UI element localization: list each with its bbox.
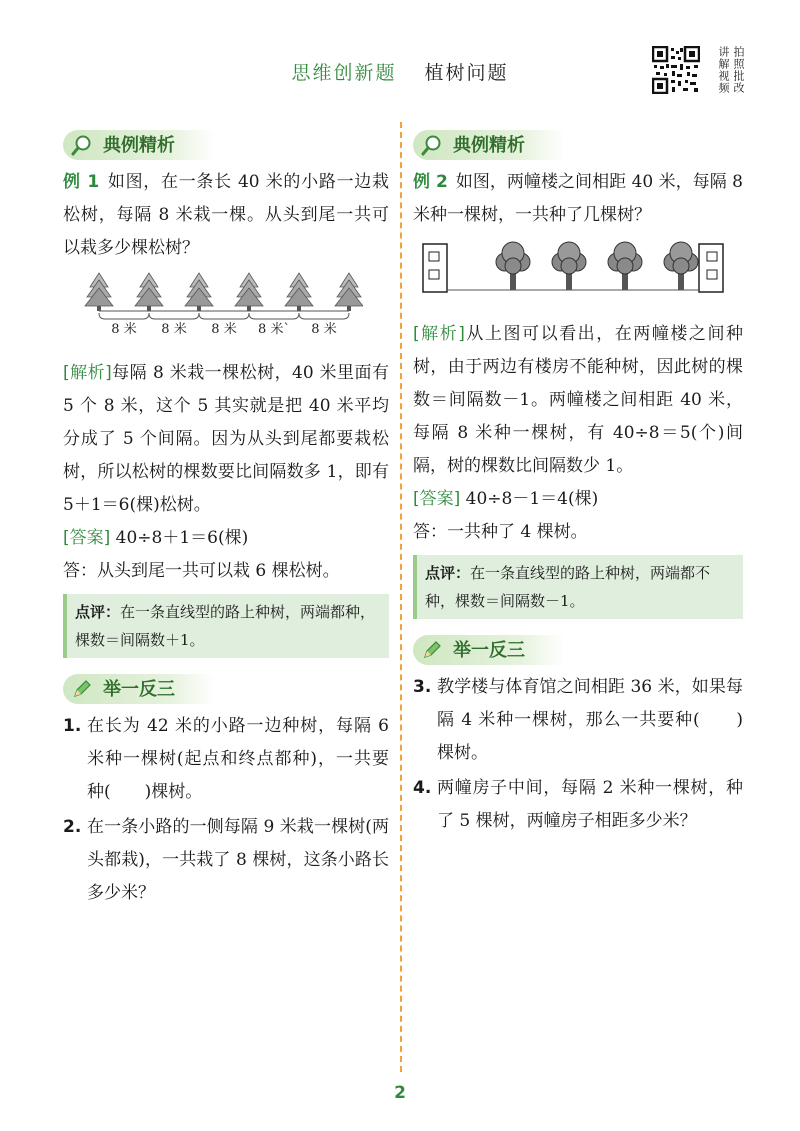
qr-code-icon[interactable] [652,46,700,94]
round-tree-icon [664,242,698,290]
example-text: 如图，两幢楼之间相距 40 米，每隔 8 米种一棵树，一共种了几棵树？ [413,172,743,225]
problem-4: 4. 两幢房子中间，每隔 2 米种一棵树，种了 5 棵树，两幢房子相距多少米？ [413,778,743,831]
pine-tree-icon [235,273,263,311]
answer-2 [413,483,743,516]
pine-trees [85,273,363,311]
section-title: 举一反三 [103,678,175,700]
section-head-example [63,128,389,162]
comment-label: 点评： [425,564,471,582]
header-topic: 植树问题 [424,62,509,84]
answer-text: 40÷8＋1＝6(棵) [115,528,249,548]
column-divider [400,122,402,1072]
analysis-2 [413,318,743,483]
interval-label: 8 米 [161,322,187,337]
example-1 [63,166,389,265]
page-number: 2 [394,1083,406,1103]
problem-3: 3. 教学楼与体育馆之间相距 36 米，如果每隔 4 米种一棵树，那么一共要种( )棵树。 [413,677,743,763]
analysis-tag: [解析] [63,363,112,383]
pine-tree-icon [135,273,163,311]
comment-box [63,594,389,658]
pine-tree-icon [335,273,363,311]
reply-1: 答：从头到尾一共可以栽 6 棵松树。 [63,561,340,581]
magnifier-icon [71,134,93,156]
comment-text: 在一条直线型的路上种树，两端都种，棵数＝间隔数＋1。 [75,603,376,649]
buildings-trees-figure [413,238,733,302]
comment-text: 在一条直线型的路上种树，两端都不种，棵数＝间隔数－1。 [425,564,711,610]
section-title: 典例精析 [103,134,175,156]
qr-labels [704,46,744,94]
right-column [413,128,743,838]
answer-tag: [答案] [63,528,111,548]
answer-1 [63,522,389,555]
section-head-example [413,128,743,162]
example-2 [413,166,743,232]
round-tree-icon [608,242,642,290]
pencil-icon [71,678,93,700]
section-head-practice [413,633,743,667]
interval-label: 8 米` [258,322,290,337]
left-column [63,128,389,910]
qr-label-photo: 拍照批改 [732,46,745,94]
section-title: 举一反三 [453,639,525,661]
example-text: 如图，在一条长 40 米的小路一边栽松树，每隔 8 米栽一棵。从头到尾一共可以栽多少棵松树？ [63,172,389,258]
problem-1: 1. 在长为 42 米的小路一边种树，每隔 6 米种一棵树(起点和终点都种)，一共要种( )棵树。 [63,716,389,802]
example-label: 例 1 [63,172,100,192]
pine-tree-figure [63,271,363,341]
building-left-icon [423,244,447,292]
analysis-1 [63,357,389,522]
pine-tree-icon [285,273,313,311]
interval-label: 8 米 [311,322,337,337]
qr-label-video: 讲解视频 [717,46,730,94]
example-label: 例 2 [413,172,448,192]
analysis-tag: [解析] [413,324,465,344]
analysis-text: 每隔 8 米栽一棵松树，40 米里面有 5 个 8 米，这个 5 其实就是把 40 米平均分成了 5 个间隔。因为从头到尾都要栽松树，所以松树的棵数要比间隔数多 1，即有 5＋1＝6(棵)松树。 [63,363,389,515]
header-category: 思维创新题 [291,62,397,84]
reply-2: 答：一共种了 4 棵树。 [413,522,588,542]
pencil-icon [421,639,443,661]
building-right-icon [699,244,723,292]
comment-label: 点评： [75,603,121,621]
interval-label: 8 米 [211,322,237,337]
answer-text: 40÷8－1＝4(棵) [465,489,599,509]
interval-label: 8 米 [111,322,137,337]
round-tree-icon [552,242,586,290]
analysis-text: 从上图可以看出，在两幢楼之间种树，由于两边有楼房不能种树，因此树的棵数＝间隔数－1。两幢楼之间相距 40 米，每隔 8 米种一棵树，有 40÷8＝5(个)间隔，树的棵数比间隔数少 1。 [413,324,744,476]
round-tree-icon [496,242,530,290]
section-title: 典例精析 [453,134,525,156]
pine-tree-icon [185,273,213,311]
section-head-practice [63,672,389,706]
magnifier-icon [421,134,443,156]
pine-tree-icon [85,273,113,311]
answer-tag: [答案] [413,489,461,509]
comment-box [413,555,743,619]
problem-2: 2. 在一条小路的一侧每隔 9 米栽一棵树(两头都栽)，一共栽了 8 棵树，这条小路长多少米？ [63,817,389,903]
